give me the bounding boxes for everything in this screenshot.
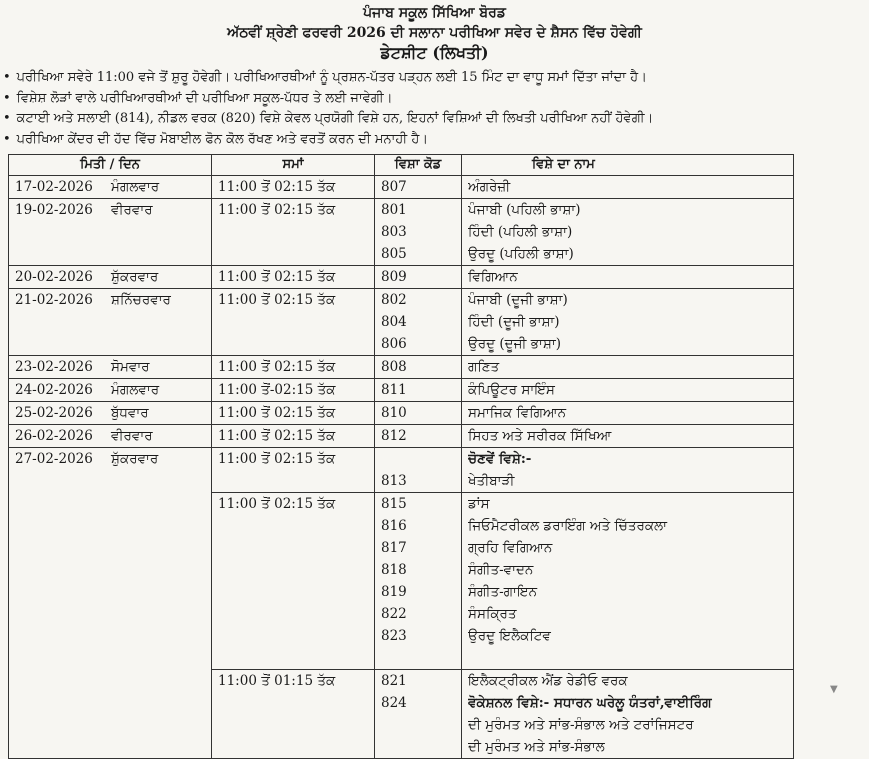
subject-name: ਵੋਕੇਸ਼ਨਲ ਵਿਸ਼ੇ:- ਸਧਾਰਨ ਘਰੇਲੂ ਯੰਤਰਾਂ,ਵਾਈਰਿੰਗ <box>468 695 712 711</box>
subject-name: ਚੋਣਵੇਂ ਵਿਸ਼ੇ:- <box>468 451 532 467</box>
date-cell <box>9 425 212 448</box>
code-cell <box>375 356 462 379</box>
subject-code: 807 <box>381 179 407 195</box>
code-cell <box>375 176 462 199</box>
exam-date: 24-02-2026 <box>15 382 93 398</box>
subject-cell <box>462 402 794 425</box>
subject-name-list <box>468 448 787 492</box>
subject-cell <box>462 266 794 289</box>
subject-name: ਪੰਜਾਬੀ (ਦੂਜੀ ਭਾਸ਼ਾ) <box>468 292 568 308</box>
date-cell <box>9 199 212 266</box>
code-cell <box>375 266 462 289</box>
time-cell: 11:00 ਤੋਂ 02:15 ਤੱਕ <box>212 356 375 379</box>
exam-date: 21-02-2026 <box>15 292 93 308</box>
table-row <box>9 402 794 425</box>
subject-code-list <box>381 448 455 492</box>
subject-name-list <box>468 289 787 355</box>
subject-code-list <box>381 289 455 355</box>
exam-date: 17-02-2026 <box>15 179 93 195</box>
date-cell <box>9 402 212 425</box>
time-cell: 11:00 ਤੋਂ 02:15 ਤੱਕ <box>212 266 375 289</box>
exam-day: ਮੰਗਲਵਾਰ <box>111 179 160 195</box>
subject-code: 821 <box>381 673 407 689</box>
subject-code-list <box>381 266 455 288</box>
subject-name: ਗ੍ਰਹਿ ਵਿਗਿਆਨ <box>468 540 553 556</box>
subject-code-list <box>381 425 455 447</box>
date-cell <box>9 266 212 289</box>
subject-name-list <box>468 493 787 647</box>
subject-code: 816 <box>381 518 407 534</box>
exam-title: ਅੱਠਵੀਂ ਸ਼੍ਰੇਣੀ ਫਰਵਰੀ 2026 ਦੀ ਸਲਾਨਾ ਪਰੀਖਿਆ ਸਵੇਰ ਦੇ ਸ਼ੈਸਨ ਵਿੱਚ ਹੋਵੇਗੀ <box>227 25 642 41</box>
code-cell <box>375 199 462 266</box>
time-cell: 11:00 ਤੋਂ 02:15 ਤੱਕ <box>212 425 375 448</box>
subject-cell <box>462 356 794 379</box>
subject-name: ਦੀ ਮੁਰੰਮਤ ਅਤੇ ਸਾਂਭ-ਸੰਭਾਲ <box>468 739 605 755</box>
date-cell <box>9 176 212 199</box>
subject-name: ਹਿੰਦੀ (ਦੂਜੀ ਭਾਸ਼ਾ) <box>468 314 560 330</box>
table-header-row <box>9 155 794 176</box>
subject-code-list <box>381 199 455 265</box>
date-cell <box>9 379 212 402</box>
subject-code: 813 <box>381 473 407 489</box>
time-cell: 11:00 ਤੋਂ 02:15 ਤੱਕ <box>212 402 375 425</box>
subject-code: 811 <box>381 382 407 398</box>
subject-name: ਉਰਦੂ (ਦੂਜੀ ਭਾਸ਼ਾ) <box>468 336 561 352</box>
subject-code <box>381 714 455 736</box>
subject-cell <box>462 176 794 199</box>
subject-name: ਹਿੰਦੀ (ਪਹਿਲੀ ਭਾਸ਼ਾ) <box>468 224 573 240</box>
subject-name: ਸੰਗੀਤ-ਵਾਦਨ <box>468 562 534 578</box>
subject-code: 806 <box>381 336 407 352</box>
subject-name: ਦੀ ਮੁਰੰਮਤ ਅਤੇ ਸਾਂਭ-ਸੰਭਾਲ ਅਤੇ ਟਰਾਂਜਿਸਟਰ <box>468 717 694 733</box>
subject-name: ਵਿਗਿਆਨ <box>468 269 518 285</box>
subject-name: ਇਲੈਕਟ੍ਰੀਕਲ ਐਂਡ ਰੇਡੀਓ ਵਰਕ <box>468 673 628 689</box>
subject-code: 804 <box>381 314 407 330</box>
exam-day: ਸੋਮਵਾਰ <box>111 359 150 375</box>
subject-name: ਕੰਪਿਊਟਰ ਸਾਇੰਸ <box>468 382 555 398</box>
subject-name: ਖੇਤੀਬਾੜੀ <box>468 473 515 489</box>
exam-day: ਵੀਰਵਾਰ <box>111 202 153 218</box>
exam-date: 25-02-2026 <box>15 405 93 421</box>
time-cell: 11:00 ਤੋਂ 02:15 ਤੱਕ <box>212 493 375 670</box>
subject-cell <box>462 199 794 266</box>
subject-code: 803 <box>381 224 407 240</box>
subject-code: 818 <box>381 562 407 578</box>
subject-name: ਸੰਸਕ੍ਰਿਤ <box>468 606 517 622</box>
board-name: ਪੰਜਾਬ ਸਕੂਲ ਸਿੱਖਿਆ ਬੋਰਡ <box>363 5 506 21</box>
table-row <box>9 448 794 493</box>
subject-code: 810 <box>381 405 407 421</box>
subject-cell <box>462 448 794 493</box>
table-row <box>9 356 794 379</box>
exam-day: ਬੁੱਧਵਾਰ <box>111 405 149 421</box>
subject-code: 802 <box>381 292 407 308</box>
exam-date: 20-02-2026 <box>15 269 93 285</box>
subject-cell <box>462 379 794 402</box>
subject-code: 819 <box>381 584 407 600</box>
subject-code <box>381 647 455 669</box>
subject-name-list <box>468 176 787 198</box>
exam-date: 27-02-2026 <box>15 451 93 467</box>
subject-code: 824 <box>381 695 407 711</box>
time-cell: 11:00 ਤੋਂ 02:15 ਤੱਕ <box>212 199 375 266</box>
subject-code: 805 <box>381 246 407 262</box>
subject-code-list <box>381 379 455 401</box>
subject-code: 815 <box>381 496 407 512</box>
code-cell <box>375 448 462 493</box>
subject-name: ਅੰਗਰੇਜ਼ੀ <box>468 179 511 195</box>
subject-code: 817 <box>381 540 407 556</box>
code-cell <box>375 379 462 402</box>
subject-name: ਸਮਾਜਿਕ ਵਿਗਿਆਨ <box>468 405 567 421</box>
subject-code-list <box>381 670 455 758</box>
table-row <box>9 289 794 356</box>
table-row <box>9 199 794 266</box>
subject-code: 812 <box>381 428 407 444</box>
subject-code-list <box>381 356 455 378</box>
code-cell <box>375 289 462 356</box>
exam-day: ਸ਼ੁੱਕਰਵਾਰ <box>111 269 159 285</box>
header-date-day: ਮਿਤੀ / ਦਿਨ <box>9 155 212 176</box>
subject-name: ਉਰਦੂ ਇਲੈਕਟਿਵ <box>468 628 551 644</box>
exam-date: 19-02-2026 <box>15 202 93 218</box>
subject-name: ਜਿਓਮੈਟਰੀਕਲ ਡਰਾਇੰਗ ਅਤੇ ਚਿੱਤਰਕਲਾ <box>468 518 668 534</box>
datesheet-title: ਡੇਟਸ਼ੀਟ (ਲਿਖਤੀ) <box>380 43 489 62</box>
date-cell <box>9 289 212 356</box>
subject-code-list <box>381 176 455 198</box>
subject-name: ਡਾਂਸ <box>468 496 490 512</box>
exam-date: 26-02-2026 <box>15 428 93 444</box>
subject-code-list <box>381 493 455 669</box>
time-cell: 11:00 ਤੋਂ 02:15 ਤੱਕ <box>212 448 375 493</box>
code-cell <box>375 402 462 425</box>
exam-day: ਸ਼ੁੱਕਰਵਾਰ <box>111 451 159 467</box>
table-row <box>9 176 794 199</box>
subject-code <box>381 448 455 470</box>
code-cell <box>375 425 462 448</box>
subject-code: 823 <box>381 628 407 644</box>
subject-name-list <box>468 402 787 424</box>
subject-name-list <box>468 266 787 288</box>
scroll-down-icon[interactable]: ▼ <box>830 684 838 695</box>
exam-day: ਸ਼ਨਿੱਚਰਵਾਰ <box>111 292 171 308</box>
exam-day: ਮੰਗਲਵਾਰ <box>111 382 160 398</box>
subject-cell <box>462 670 794 759</box>
time-cell: 11:00 ਤੋਂ-02:15 ਤੱਕ <box>212 379 375 402</box>
subject-name-list <box>468 425 787 447</box>
subject-code <box>381 736 455 758</box>
subject-name-list <box>468 356 787 378</box>
instruction-item: • ਵਿਸ਼ੇਸ਼ ਲੋੜਾਂ ਵਾਲੇ ਪਰੀਖਿਆਰਥੀਆਂ ਦੀ ਪਰੀਖਿਆ ਸਕੂਲ-ਪੱਧਰ ਤੇ ਲਈ ਜਾਵੇਗੀ। <box>0 89 869 110</box>
header-subject-code: ਵਿਸ਼ਾ ਕੋਡ <box>375 155 462 176</box>
subject-cell <box>462 289 794 356</box>
date-cell <box>9 448 212 759</box>
instruction-item: • ਪਰੀਖਿਆ ਕੇਂਦਰ ਦੀ ਹੱਦ ਵਿੱਚ ਮੋਬਾਈਲ ਫੋਨ ਕੋਲ ਰੱਖਣ ਅਤੇ ਵਰਤੋਂ ਕਰਨ ਦੀ ਮਨਾਹੀ ਹੈ। <box>0 130 869 151</box>
code-cell <box>375 670 462 759</box>
subject-name: ਉਰਦੂ (ਪਹਿਲੀ ਭਾਸ਼ਾ) <box>468 246 574 262</box>
instructions-list <box>0 68 869 150</box>
subject-cell <box>462 425 794 448</box>
subject-cell <box>462 493 794 670</box>
table-row <box>9 379 794 402</box>
subject-name-list <box>468 379 787 401</box>
subject-code: 808 <box>381 359 407 375</box>
header-subject-name: ਵਿਸ਼ੇ ਦਾ ਨਾਮ <box>462 155 794 176</box>
table-row <box>9 425 794 448</box>
subject-name: ਗਣਿਤ <box>468 359 500 375</box>
code-cell <box>375 493 462 670</box>
table-row <box>9 266 794 289</box>
subject-code: 801 <box>381 202 407 218</box>
subject-name-list <box>468 199 787 265</box>
exam-date: 23-02-2026 <box>15 359 93 375</box>
time-cell: 11:00 ਤੋਂ 02:15 ਤੱਕ <box>212 289 375 356</box>
subject-name: ਸਿਹਤ ਅਤੇ ਸਰੀਰਕ ਸਿੱਖਿਆ <box>468 428 612 444</box>
subject-name: ਪੰਜਾਬੀ (ਪਹਿਲੀ ਭਾਸ਼ਾ) <box>468 202 581 218</box>
time-cell: 11:00 ਤੋਂ 01:15 ਤੱਕ <box>212 670 375 759</box>
subject-code-list <box>381 402 455 424</box>
exam-day: ਵੀਰਵਾਰ <box>111 428 153 444</box>
instruction-item: • ਕਟਾਈ ਅਤੇ ਸਲਾਈ (814), ਨੀਡਲ ਵਰਕ (820) ਵਿਸ਼ੇ ਕੇਵਲ ਪ੍ਰਯੋਗੀ ਵਿਸ਼ੇ ਹਨ, ਇਹਨਾਂ ਵਿਸ਼ਿਆਂ ਦੀ ਲਿਖਤੀ ਪਰੀਖਿਆ ਨਹੀਂ ਹੋਵੇਗੀ। <box>0 109 869 130</box>
datesheet-table <box>8 154 794 759</box>
time-cell: 11:00 ਤੋਂ 02:15 ਤੱਕ <box>212 176 375 199</box>
subject-code: 822 <box>381 606 407 622</box>
table-body <box>9 176 794 759</box>
instruction-item: • ਪਰੀਖਿਆ ਸਵੇਰੇ 11:00 ਵਜੇ ਤੋਂ ਸ਼ੁਰੂ ਹੋਵੇਗੀ। ਪਰੀਖਿਆਰਥੀਆਂ ਨੂੰ ਪ੍ਰਸ਼ਨ-ਪੱਤਰ ਪੜ੍ਹਨ ਲਈ 15 ਮਿੰਟ ਦਾ ਵਾਧੂ ਸਮਾਂ ਦਿੱਤਾ ਜਾਂਦਾ ਹੈ। <box>0 68 869 89</box>
subject-name-list <box>468 670 787 758</box>
date-cell <box>9 356 212 379</box>
subject-code: 809 <box>381 269 407 285</box>
subject-name: ਸੰਗੀਤ-ਗਾਇਨ <box>468 584 538 600</box>
header-time: ਸਮਾਂ <box>212 155 375 176</box>
